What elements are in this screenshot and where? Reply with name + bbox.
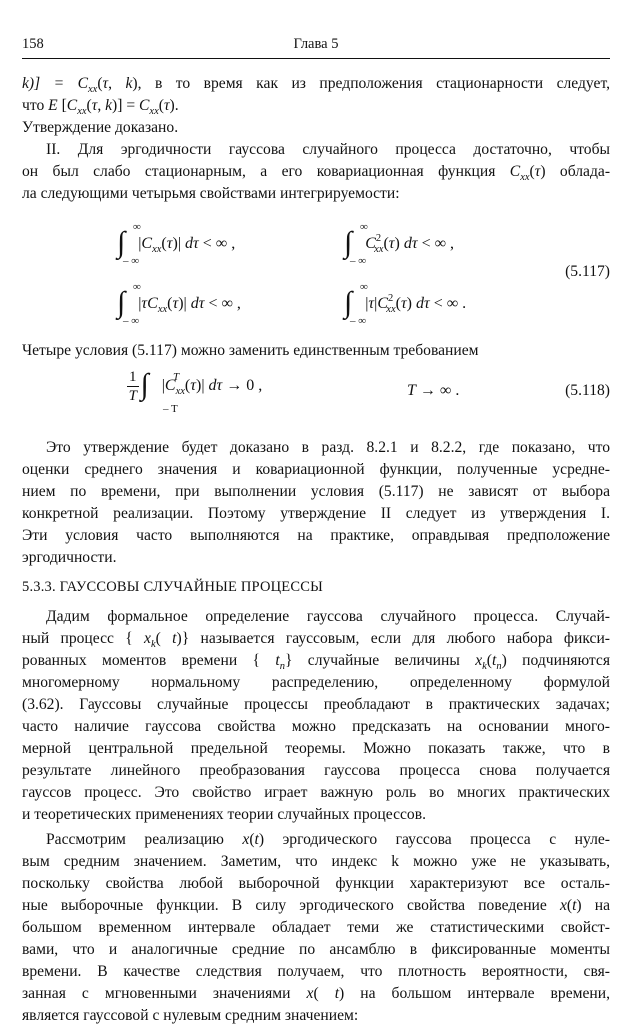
chapter-title: Глава 5 — [293, 36, 339, 52]
integral-tau-cxx: ∫ ∞ – ∞ $|\tau C_{xx}(\tau)|$ dτ < ∞ , — [117, 281, 241, 327]
t-to-infinity: T → ∞ . — [407, 382, 460, 399]
realization-paragraph: Рассмотрим реализацию x(t) эргодического гауссова процесса с нуле- вым средним значением. Заметим, что индекс k можно уже не указывать, поскольку свойства любой выборочной функции характеризуют все осталь- ные выборочные функции. В силу эргодического свойства поведение x(t) на большом временном интервале обладает теми же статистическими свойст- вами, что и аналогичные средние по ансамблю в фиксированные моменты времени. В качестве следствия получаем, что плотность вероятности, свя- занная с мгновенными значениями x( t) на большом интервале времени, является гауссовой с нулевым средним значением: — [22, 831, 611, 1024]
equation-5-117-row2 — [22, 280, 610, 327]
text-line: Рассмотрим реализацию x(t) эргодического гауссова процесса с нуле- — [46, 831, 610, 848]
integral-tau-cxx-squared: ∫ ∞ – ∞ $|\tau|C^2_{xx}(\tau) d\tau$ < ∞ . — [344, 281, 467, 327]
text-line: $k)] = C_{xx}(\tau$, k), в то время как из предположения стационарности следует, — [22, 75, 610, 95]
page-header — [22, 33, 610, 55]
proof-paragraph: Это утверждение будет доказано в разд. 8.2.1 и 8.2.2, где показано, что оценки среднего значения и ковариационной функции, полученные усредне- нием по времени, при выполнении условия (5.117) не зависят от выбора конкретной реализации. Поэтому утверждение II следует из утверждения I. Эти условия часто выполняются на практике, оправдывая предположение эргодичности. — [22, 439, 610, 566]
conditions-text: Четыре условия (5.117) можно заменить единственным требованием — [22, 342, 479, 359]
equation-number-5-118: (5.118) — [565, 382, 610, 399]
equation-number-5-117: (5.117) — [565, 263, 610, 280]
text-line: он был слабо стационарным, а его ковариационная функция $C_{xx}(\tau)$ облада- — [22, 163, 611, 183]
continuation-text — [22, 73, 610, 139]
text-line: рованных моментов времени { $t_n$} случайные величины $x_k(t_n)$ подчиняются — [22, 652, 610, 672]
equation-5-118 — [22, 366, 610, 420]
text-line: занная с мгновенными значениями x( t) на большом интервале времени, — [22, 985, 611, 1002]
integral-cxx-squared: ∫ ∞ – ∞ $C^2_{xx}(\tau) d\tau$ < ∞ , — [344, 221, 455, 267]
definition-paragraph: Дадим формальное определение гауссова случайного процесса. Случай- ный процесс { $x_k$( t)} называется гауссовым, если для любого набора фикси- рованных моментов времени { $t_n$} случайные величины $x_k(t_n)$ подчиняются многомерному нормальному распределению, определенному формулой (3.62). Гауссовы случайные процессы преобладают в практических задачах; часто наличие гауссова свойства можно предсказать на основании много- мерной центральной предельной теоремы. Можно показать также, что в результате линейного преобразования гауссова процесса снова получается гауссов процесс. Это свойство играет важную роль во многих практических и теоретических применениях теории случайных процессов. — [22, 608, 610, 823]
integral-abs-cxx: ∫ ∞ – ∞ $|C_{xx}(\tau)|$ dτ < ∞ , — [117, 221, 236, 267]
proof-end: Утверждение доказано. — [22, 119, 179, 136]
section-heading: 5.3.3. ГАУССОВЫ СЛУЧАЙНЫЕ ПРОЦЕССЫ — [22, 579, 323, 595]
time-average-limit: $\frac{1}{T}$ ∫ T – T $|C_{xx}(\tau)|$ dτ → 0 , — [128, 368, 263, 415]
paragraph-ii: II. Для эргодичности гауссова случайного процесса достаточно, чтобы он был слабо стационарным, а его ковариационная функция $C_{xx}(\tau)$ облада- ла следующими четырьмя свойствами интегрируемости: — [22, 141, 611, 202]
text-line: ные выборочные функции. В силу эргодического свойства поведение x(t) на — [22, 897, 610, 914]
text-line: ный процесс { $x_k$( t)} называется гауссовым, если для любого набора фикси- — [22, 630, 610, 650]
page-number: 158 — [22, 36, 44, 52]
header-rule — [22, 58, 610, 59]
equation-5-117-row1 — [22, 220, 610, 267]
text-line: что E [$C_{xx}(\tau$, $k)] = C_{xx}(\tau)$. — [22, 97, 179, 117]
